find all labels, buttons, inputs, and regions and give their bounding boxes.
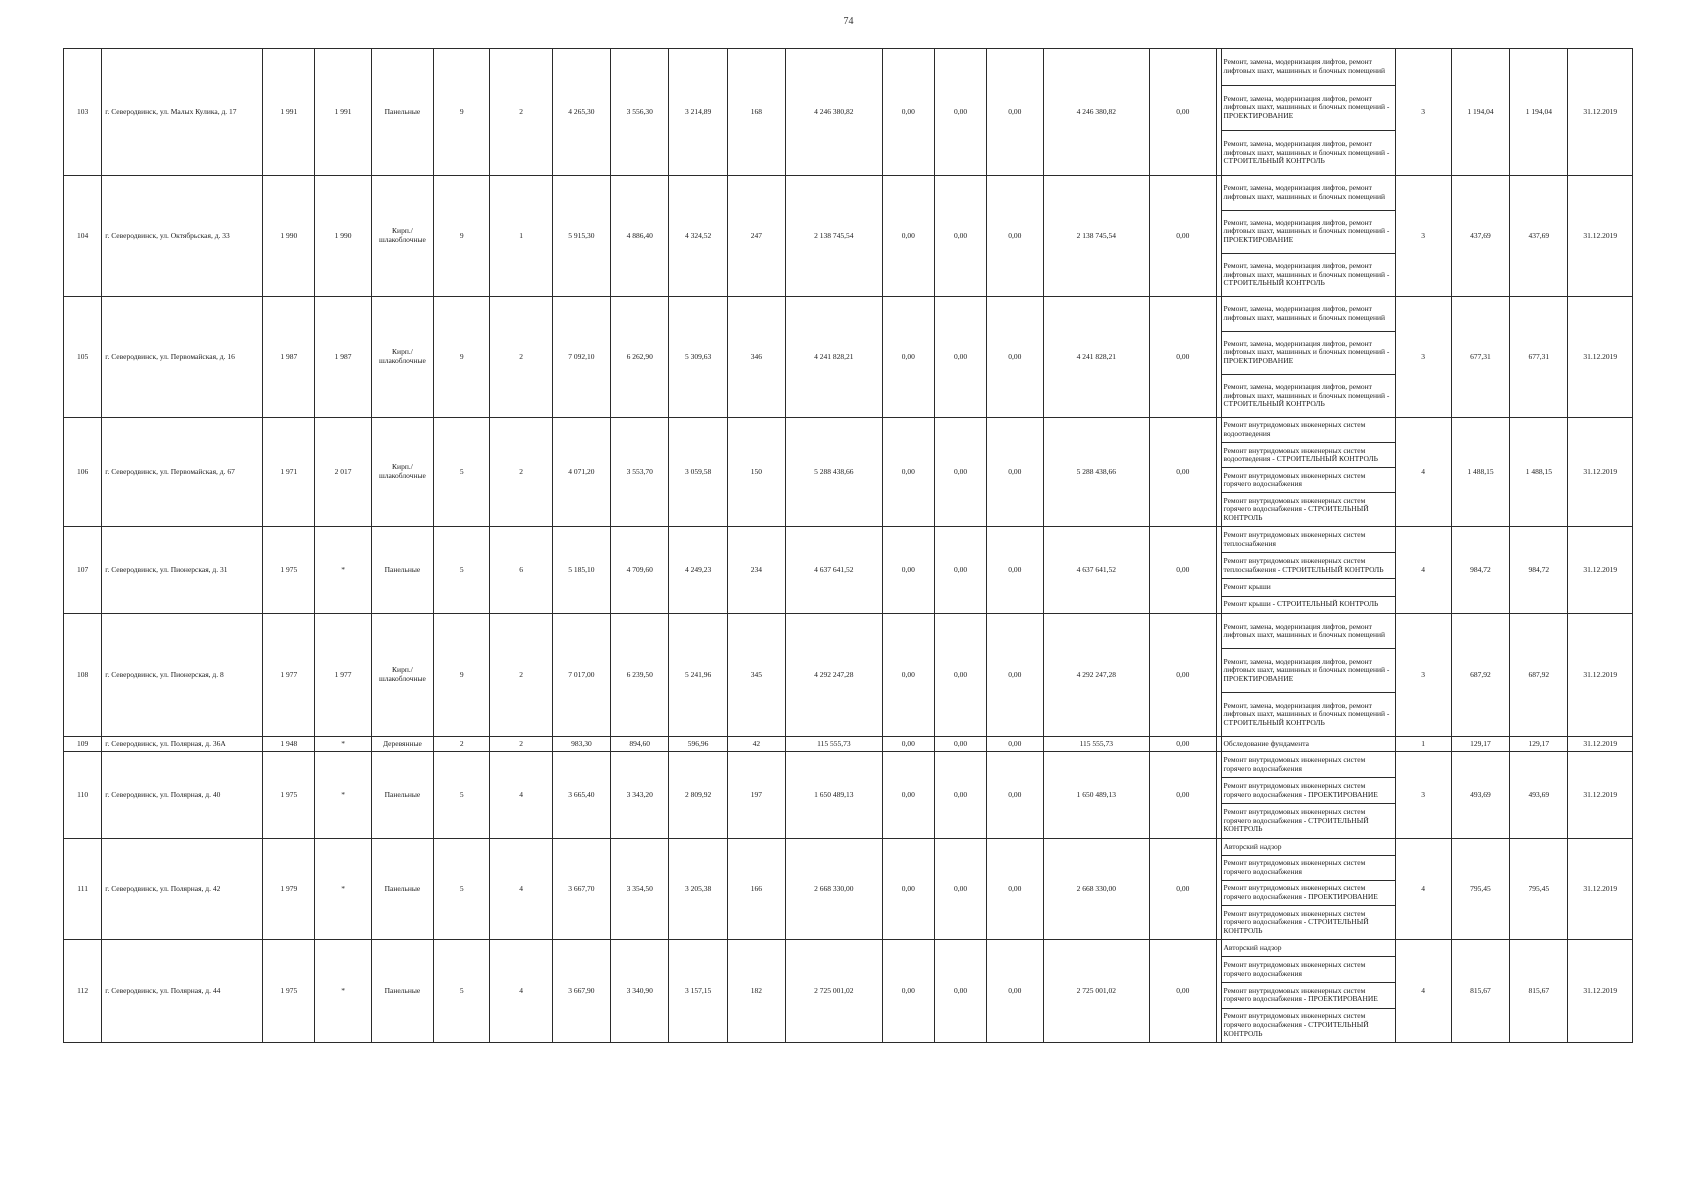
owned-area-cell: 5 309,63: [669, 297, 727, 418]
cost-municipal-cell: 0,00: [987, 176, 1043, 297]
cost-owners-cell: 4 246 380,82: [1043, 49, 1150, 176]
work-count-cell: 3: [1395, 49, 1451, 176]
living-area-cell: 3 343,20: [611, 752, 669, 839]
cost-regional-cell: 0,00: [934, 418, 986, 527]
entrances-cell: 2: [490, 297, 552, 418]
work-item: Ремонт, замена, модернизация лифтов, ремонт лифтовых шахт, машинных и блочных помещений - СТРОИТЕЛЬНЫЙ КОНТРОЛЬ: [1223, 381, 1390, 409]
address-cell: г. Северодвинск, ул. Первомайская, д. 16: [102, 297, 263, 418]
residents-cell: 346: [727, 297, 785, 418]
total-area-cell: 7 017,00: [552, 614, 610, 737]
row-number: 110: [64, 752, 102, 839]
cost-owners-cell: 115 555,73: [1043, 737, 1150, 752]
work-item: Обследование фундамента: [1223, 738, 1309, 748]
work-item: Ремонт внутридомовых инженерных систем водоотведения: [1222, 418, 1395, 443]
cost-municipal-cell: 0,00: [987, 527, 1043, 614]
residents-cell: 42: [727, 737, 785, 752]
year-repair-cell: 1 990: [315, 176, 371, 297]
work-list: [1221, 176, 1395, 296]
floors-cell: 5: [434, 839, 490, 940]
work-item: Ремонт внутридомовых инженерных систем горячего водоснабжения - СТРОИТЕЛЬНЫЙ КОНТРОЛЬ: [1223, 495, 1369, 522]
wall-material-cell: Панельные: [371, 752, 433, 839]
work-item: Ремонт, замена, модернизация лифтов, ремонт лифтовых шахт, машинных и блочных помещений - ПРОЕКТИРОВАНИЕ: [1222, 649, 1395, 693]
work-count-cell: 1: [1395, 737, 1451, 752]
cost-other-cell: 0,00: [1150, 940, 1216, 1043]
row-number: 104: [64, 176, 102, 297]
work-item: Ремонт, замена, модернизация лифтов, ремонт лифтовых шахт, машинных и блочных помещений: [1222, 176, 1395, 211]
owned-area-cell: 5 241,96: [669, 614, 727, 737]
living-area-cell: 894,60: [611, 737, 669, 752]
wall-material-cell: Панельные: [371, 940, 433, 1043]
cost-municipal-cell: 0,00: [987, 49, 1043, 176]
total-area-cell: 5 915,30: [552, 176, 610, 297]
work-item: Ремонт, замена, модернизация лифтов, ремонт лифтовых шахт, машинных и блочных помещений - ПРОЕКТИРОВАНИЕ: [1222, 211, 1395, 254]
cost-total-cell: 2 725 001,02: [786, 940, 883, 1043]
work-item: Ремонт, замена, модернизация лифтов, ремонт лифтовых шахт, машинных и блочных помещений - ПРОЕКТИРОВАНИЕ: [1222, 332, 1395, 375]
table-row: [64, 418, 1633, 527]
cost-fund-cell: 0,00: [882, 418, 934, 527]
wall-material-cell: Деревянные: [371, 737, 433, 752]
table-row: [64, 176, 1633, 297]
living-area-cell: 3 340,90: [611, 940, 669, 1043]
work-item: Ремонт внутридомовых инженерных систем теплоснабжения - СТРОИТЕЛЬНЫЙ КОНТРОЛЬ: [1222, 553, 1395, 579]
table-row: [64, 752, 1633, 839]
work-item: Ремонт внутридомовых инженерных систем горячего водоснабжения: [1222, 856, 1395, 881]
works-cell: [1216, 839, 1395, 940]
total-area-cell: 5 185,10: [552, 527, 610, 614]
table-row: [64, 614, 1633, 737]
wall-material-cell: Кирп./ шлакоблочные: [371, 614, 433, 737]
work-item: Ремонт крыши - СТРОИТЕЛЬНЫЙ КОНТРОЛЬ: [1223, 599, 1379, 609]
work-item: Ремонт, замена, модернизация лифтов, ремонт лифтовых шахт, машинных и блочных помещений: [1222, 297, 1395, 332]
unit-cost-cell: 437,69: [1451, 176, 1509, 297]
entrances-cell: 6: [490, 527, 552, 614]
address-cell: г. Северодвинск, ул. Полярная, д. 40: [102, 752, 263, 839]
unit-cost-cell: 795,45: [1451, 839, 1509, 940]
floors-cell: 9: [434, 176, 490, 297]
entrances-cell: 4: [490, 752, 552, 839]
deadline-cell: 31.12.2019: [1568, 527, 1633, 614]
work-item: Ремонт, замена, модернизация лифтов, ремонт лифтовых шахт, машинных и блочных помещений - СТРОИТЕЛЬНЫЙ КОНТРОЛЬ: [1223, 260, 1390, 288]
owned-area-cell: 3 059,58: [669, 418, 727, 527]
row-number: 103: [64, 49, 102, 176]
unit-cost-limit-cell: 437,69: [1510, 176, 1568, 297]
floors-cell: 5: [434, 527, 490, 614]
year-repair-cell: 2 017: [315, 418, 371, 527]
works-cell: [1216, 176, 1395, 297]
unit-cost-cell: 129,17: [1451, 737, 1509, 752]
unit-cost-cell: 493,69: [1451, 752, 1509, 839]
works-cell: [1216, 752, 1395, 839]
cost-owners-cell: 1 650 489,13: [1043, 752, 1150, 839]
cost-owners-cell: 4 241 828,21: [1043, 297, 1150, 418]
unit-cost-limit-cell: 815,67: [1510, 940, 1568, 1043]
deadline-cell: 31.12.2019: [1568, 297, 1633, 418]
cost-total-cell: 4 292 247,28: [786, 614, 883, 737]
address-cell: г. Северодвинск, ул. Первомайская, д. 67: [102, 418, 263, 527]
work-count-cell: 4: [1395, 527, 1451, 614]
year-repair-cell: 1 987: [315, 297, 371, 418]
works-cell: [1216, 49, 1395, 176]
housing-repair-registry-table: [63, 48, 1633, 1043]
cost-municipal-cell: 0,00: [987, 752, 1043, 839]
residents-cell: 345: [727, 614, 785, 737]
cost-regional-cell: 0,00: [934, 940, 986, 1043]
work-list: [1221, 752, 1395, 838]
work-list: [1221, 614, 1395, 736]
owned-area-cell: 3 205,38: [669, 839, 727, 940]
works-cell: [1216, 614, 1395, 737]
wall-material-cell: Панельные: [371, 527, 433, 614]
year-repair-cell: 1 977: [315, 614, 371, 737]
work-count-cell: 3: [1395, 297, 1451, 418]
year-repair-cell: *: [315, 752, 371, 839]
floors-cell: 2: [434, 737, 490, 752]
cost-other-cell: 0,00: [1150, 737, 1216, 752]
work-item: Авторский надзор: [1222, 839, 1395, 856]
deadline-cell: 31.12.2019: [1568, 418, 1633, 527]
cost-regional-cell: 0,00: [934, 49, 986, 176]
address-cell: г. Северодвинск, ул. Полярная, д. 42: [102, 839, 263, 940]
deadline-cell: 31.12.2019: [1568, 614, 1633, 737]
works-cell: [1216, 297, 1395, 418]
cost-regional-cell: 0,00: [934, 839, 986, 940]
cost-total-cell: 2 138 745,54: [786, 176, 883, 297]
owned-area-cell: 3 214,89: [669, 49, 727, 176]
cost-owners-cell: 4 637 641,52: [1043, 527, 1150, 614]
work-item: Ремонт внутридомовых инженерных систем горячего водоснабжения - СТРОИТЕЛЬНЫЙ КОНТРОЛЬ: [1223, 807, 1369, 834]
work-item: Ремонт внутридомовых инженерных систем горячего водоснабжения: [1222, 957, 1395, 983]
cost-regional-cell: 0,00: [934, 527, 986, 614]
living-area-cell: 6 262,90: [611, 297, 669, 418]
works-cell: [1216, 527, 1395, 614]
total-area-cell: 7 092,10: [552, 297, 610, 418]
unit-cost-limit-cell: 677,31: [1510, 297, 1568, 418]
work-list: [1221, 940, 1395, 1042]
floors-cell: 5: [434, 940, 490, 1043]
work-item: Ремонт, замена, модернизация лифтов, ремонт лифтовых шахт, машинных и блочных помещений: [1222, 614, 1395, 649]
work-count-cell: 3: [1395, 752, 1451, 839]
year-built-cell: 1 990: [263, 176, 315, 297]
year-built-cell: 1 975: [263, 940, 315, 1043]
work-list: [1221, 839, 1395, 939]
total-area-cell: 4 071,20: [552, 418, 610, 527]
table-row: [64, 49, 1633, 176]
table-row: [64, 297, 1633, 418]
row-number: 106: [64, 418, 102, 527]
cost-fund-cell: 0,00: [882, 614, 934, 737]
year-repair-cell: *: [315, 940, 371, 1043]
cost-fund-cell: 0,00: [882, 49, 934, 176]
cost-other-cell: 0,00: [1150, 839, 1216, 940]
cost-other-cell: 0,00: [1150, 527, 1216, 614]
deadline-cell: 31.12.2019: [1568, 737, 1633, 752]
cost-municipal-cell: 0,00: [987, 418, 1043, 527]
table-row: [64, 527, 1633, 614]
year-repair-cell: *: [315, 839, 371, 940]
row-number: 111: [64, 839, 102, 940]
address-cell: г. Северодвинск, ул. Пионерская, д. 31: [102, 527, 263, 614]
floors-cell: 5: [434, 418, 490, 527]
cost-municipal-cell: 0,00: [987, 614, 1043, 737]
unit-cost-limit-cell: 795,45: [1510, 839, 1568, 940]
work-list: [1221, 49, 1395, 175]
wall-material-cell: Кирп./ шлакоблочные: [371, 418, 433, 527]
residents-cell: 166: [727, 839, 785, 940]
cost-fund-cell: 0,00: [882, 940, 934, 1043]
address-cell: г. Северодвинск, ул. Малых Кулика, д. 17: [102, 49, 263, 176]
work-item: Ремонт внутридомовых инженерных систем водоотведения - СТРОИТЕЛЬНЫЙ КОНТРОЛЬ: [1222, 443, 1395, 468]
year-built-cell: 1 977: [263, 614, 315, 737]
work-list: [1221, 527, 1395, 613]
unit-cost-cell: 815,67: [1451, 940, 1509, 1043]
cost-owners-cell: 2 138 745,54: [1043, 176, 1150, 297]
work-count-cell: 3: [1395, 176, 1451, 297]
owned-area-cell: 4 324,52: [669, 176, 727, 297]
work-count-cell: 3: [1395, 614, 1451, 737]
year-repair-cell: 1 991: [315, 49, 371, 176]
work-count-cell: 4: [1395, 839, 1451, 940]
wall-material-cell: Кирп./ шлакоблочные: [371, 297, 433, 418]
address-cell: г. Северодвинск, ул. Полярная, д. 36А: [102, 737, 263, 752]
unit-cost-cell: 687,92: [1451, 614, 1509, 737]
total-area-cell: 983,30: [552, 737, 610, 752]
residents-cell: 247: [727, 176, 785, 297]
total-area-cell: 3 667,90: [552, 940, 610, 1043]
residents-cell: 150: [727, 418, 785, 527]
cost-fund-cell: 0,00: [882, 527, 934, 614]
deadline-cell: 31.12.2019: [1568, 49, 1633, 176]
address-cell: г. Северодвинск, ул. Пионерская, д. 8: [102, 614, 263, 737]
cost-municipal-cell: 0,00: [987, 839, 1043, 940]
owned-area-cell: 4 249,23: [669, 527, 727, 614]
wall-material-cell: Панельные: [371, 49, 433, 176]
year-built-cell: 1 948: [263, 737, 315, 752]
entrances-cell: 4: [490, 940, 552, 1043]
work-count-cell: 4: [1395, 940, 1451, 1043]
year-built-cell: 1 975: [263, 752, 315, 839]
cost-total-cell: 2 668 330,00: [786, 839, 883, 940]
work-item: Ремонт, замена, модернизация лифтов, ремонт лифтовых шахт, машинных и блочных помещений - ПРОЕКТИРОВАНИЕ: [1222, 86, 1395, 131]
living-area-cell: 4 709,60: [611, 527, 669, 614]
cost-municipal-cell: 0,00: [987, 940, 1043, 1043]
work-item: Ремонт внутридомовых инженерных систем теплоснабжения: [1222, 527, 1395, 553]
year-built-cell: 1 971: [263, 418, 315, 527]
work-list: [1221, 297, 1395, 417]
residents-cell: 168: [727, 49, 785, 176]
cost-owners-cell: 2 668 330,00: [1043, 839, 1150, 940]
living-area-cell: 3 354,50: [611, 839, 669, 940]
cost-total-cell: 5 288 438,66: [786, 418, 883, 527]
cost-other-cell: 0,00: [1150, 418, 1216, 527]
registry-body: [64, 49, 1633, 1043]
unit-cost-limit-cell: 1 488,15: [1510, 418, 1568, 527]
unit-cost-cell: 1 488,15: [1451, 418, 1509, 527]
work-list: [1221, 418, 1395, 526]
total-area-cell: 3 665,40: [552, 752, 610, 839]
wall-material-cell: Кирп./ шлакоблочные: [371, 176, 433, 297]
residents-cell: 197: [727, 752, 785, 839]
work-item: Ремонт внутридомовых инженерных систем горячего водоснабжения: [1222, 752, 1395, 778]
row-number: 107: [64, 527, 102, 614]
work-item: Ремонт внутридомовых инженерных систем горячего водоснабжения - ПРОЕКТИРОВАНИЕ: [1222, 881, 1395, 906]
year-built-cell: 1 975: [263, 527, 315, 614]
cost-regional-cell: 0,00: [934, 752, 986, 839]
cost-municipal-cell: 0,00: [987, 737, 1043, 752]
year-built-cell: 1 987: [263, 297, 315, 418]
address-cell: г. Северодвинск, ул. Полярная, д. 44: [102, 940, 263, 1043]
work-item: Ремонт, замена, модернизация лифтов, ремонт лифтовых шахт, машинных и блочных помещений: [1222, 49, 1395, 86]
cost-municipal-cell: 0,00: [987, 297, 1043, 418]
table-row: [64, 940, 1633, 1043]
entrances-cell: 2: [490, 49, 552, 176]
work-count-cell: 4: [1395, 418, 1451, 527]
page-number: 74: [843, 16, 854, 27]
deadline-cell: 31.12.2019: [1568, 839, 1633, 940]
work-item: Ремонт, замена, модернизация лифтов, ремонт лифтовых шахт, машинных и блочных помещений - СТРОИТЕЛЬНЫЙ КОНТРОЛЬ: [1223, 138, 1390, 166]
year-built-cell: 1 991: [263, 49, 315, 176]
cost-fund-cell: 0,00: [882, 752, 934, 839]
work-item: Ремонт внутридомовых инженерных систем горячего водоснабжения - ПРОЕКТИРОВАНИЕ: [1222, 778, 1395, 804]
unit-cost-limit-cell: 493,69: [1510, 752, 1568, 839]
deadline-cell: 31.12.2019: [1568, 176, 1633, 297]
unit-cost-limit-cell: 687,92: [1510, 614, 1568, 737]
cost-total-cell: 4 246 380,82: [786, 49, 883, 176]
year-built-cell: 1 979: [263, 839, 315, 940]
owned-area-cell: 3 157,15: [669, 940, 727, 1043]
cost-other-cell: 0,00: [1150, 752, 1216, 839]
residents-cell: 182: [727, 940, 785, 1043]
cost-other-cell: 0,00: [1150, 176, 1216, 297]
cost-total-cell: 115 555,73: [786, 737, 883, 752]
entrances-cell: 4: [490, 839, 552, 940]
deadline-cell: 31.12.2019: [1568, 752, 1633, 839]
year-repair-cell: *: [315, 527, 371, 614]
work-item: Ремонт внутридомовых инженерных систем горячего водоснабжения - СТРОИТЕЛЬНЫЙ КОНТРОЛЬ: [1223, 908, 1369, 935]
table-row: [64, 737, 1633, 752]
work-list: [1221, 737, 1395, 751]
owned-area-cell: 2 809,92: [669, 752, 727, 839]
cost-regional-cell: 0,00: [934, 176, 986, 297]
wall-material-cell: Панельные: [371, 839, 433, 940]
total-area-cell: 4 265,30: [552, 49, 610, 176]
unit-cost-limit-cell: 1 194,04: [1510, 49, 1568, 176]
cost-fund-cell: 0,00: [882, 176, 934, 297]
living-area-cell: 6 239,50: [611, 614, 669, 737]
unit-cost-cell: 1 194,04: [1451, 49, 1509, 176]
work-item: Ремонт, замена, модернизация лифтов, ремонт лифтовых шахт, машинных и блочных помещений - СТРОИТЕЛЬНЫЙ КОНТРОЛЬ: [1223, 700, 1390, 727]
floors-cell: 9: [434, 614, 490, 737]
entrances-cell: 2: [490, 737, 552, 752]
floors-cell: 5: [434, 752, 490, 839]
work-item: Ремонт внутридомовых инженерных систем горячего водоснабжения - СТРОИТЕЛЬНЫЙ КОНТРОЛЬ: [1223, 1011, 1369, 1038]
works-cell: [1216, 737, 1395, 752]
cost-regional-cell: 0,00: [934, 614, 986, 737]
row-number: 105: [64, 297, 102, 418]
living-area-cell: 4 886,40: [611, 176, 669, 297]
year-repair-cell: *: [315, 737, 371, 752]
unit-cost-cell: 984,72: [1451, 527, 1509, 614]
floors-cell: 9: [434, 297, 490, 418]
residents-cell: 234: [727, 527, 785, 614]
work-item: Ремонт крыши: [1222, 579, 1395, 596]
cost-other-cell: 0,00: [1150, 614, 1216, 737]
cost-total-cell: 4 637 641,52: [786, 527, 883, 614]
cost-fund-cell: 0,00: [882, 737, 934, 752]
entrances-cell: 2: [490, 418, 552, 527]
owned-area-cell: 596,96: [669, 737, 727, 752]
floors-cell: 9: [434, 49, 490, 176]
cost-owners-cell: 2 725 001,02: [1043, 940, 1150, 1043]
cost-owners-cell: 5 288 438,66: [1043, 418, 1150, 527]
entrances-cell: 2: [490, 614, 552, 737]
cost-regional-cell: 0,00: [934, 737, 986, 752]
unit-cost-cell: 677,31: [1451, 297, 1509, 418]
table-row: [64, 839, 1633, 940]
works-cell: [1216, 418, 1395, 527]
cost-owners-cell: 4 292 247,28: [1043, 614, 1150, 737]
living-area-cell: 3 553,70: [611, 418, 669, 527]
work-item: Авторский надзор: [1222, 940, 1395, 957]
row-number: 108: [64, 614, 102, 737]
cost-total-cell: 4 241 828,21: [786, 297, 883, 418]
cost-other-cell: 0,00: [1150, 49, 1216, 176]
address-cell: г. Северодвинск, ул. Октябрьская, д. 33: [102, 176, 263, 297]
work-item: Ремонт внутридомовых инженерных систем горячего водоснабжения - ПРОЕКТИРОВАНИЕ: [1222, 983, 1395, 1009]
unit-cost-limit-cell: 984,72: [1510, 527, 1568, 614]
work-item: Ремонт внутридомовых инженерных систем горячего водоснабжения: [1222, 468, 1395, 493]
unit-cost-limit-cell: 129,17: [1510, 737, 1568, 752]
row-number: 112: [64, 940, 102, 1043]
deadline-cell: 31.12.2019: [1568, 940, 1633, 1043]
row-number: 109: [64, 737, 102, 752]
works-cell: [1216, 940, 1395, 1043]
cost-total-cell: 1 650 489,13: [786, 752, 883, 839]
cost-other-cell: 0,00: [1150, 297, 1216, 418]
cost-fund-cell: 0,00: [882, 839, 934, 940]
cost-fund-cell: 0,00: [882, 297, 934, 418]
living-area-cell: 3 556,30: [611, 49, 669, 176]
entrances-cell: 1: [490, 176, 552, 297]
total-area-cell: 3 667,70: [552, 839, 610, 940]
cost-regional-cell: 0,00: [934, 297, 986, 418]
